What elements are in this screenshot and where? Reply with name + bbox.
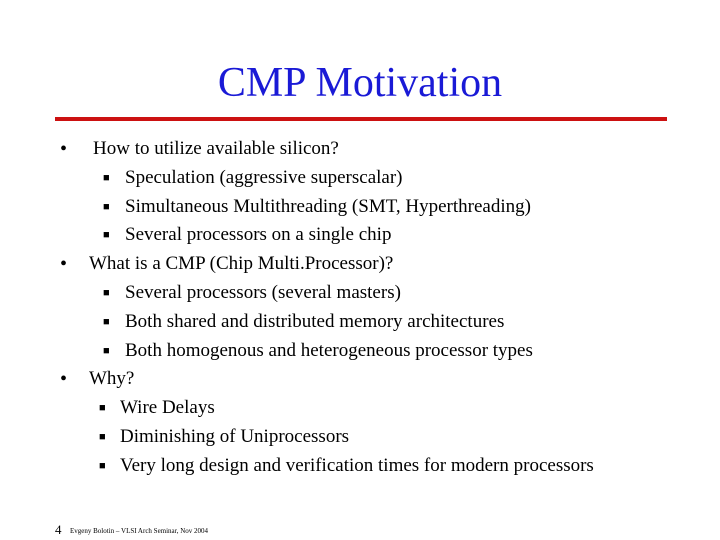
bullet-marker: • xyxy=(60,368,68,390)
sub-bullet-item: Speculation (aggressive superscalar) xyxy=(125,167,403,188)
sub-bullet-marker: ■ xyxy=(103,287,110,299)
sub-bullet-item: Both homogenous and heterogeneous processor types xyxy=(125,340,533,361)
sub-bullet-item: Diminishing of Uniprocessors xyxy=(120,426,350,447)
sub-bullet-item: Wire Delays xyxy=(120,397,215,418)
bullet-item: What is a CMP (Chip Multi.Processor)? xyxy=(89,253,394,274)
sub-bullet-marker: ■ xyxy=(99,460,106,472)
sub-bullet-item: Several processors on a single chip xyxy=(125,224,392,245)
slide-title: CMP Motivation xyxy=(217,60,503,106)
sub-bullet-item: Several processors (several masters) xyxy=(125,282,401,303)
footer-caption: Evgeny Bolotin – VLSI Arch Seminar, Nov 2004 xyxy=(70,527,209,535)
sub-bullet-marker: ■ xyxy=(103,316,110,328)
bullet-marker: • xyxy=(60,138,68,160)
page-number: 4 xyxy=(55,522,62,537)
sub-bullet-marker: ■ xyxy=(103,172,110,184)
sub-bullet-item: Simultaneous Multithreading (SMT, Hyperthreading) xyxy=(125,196,531,217)
sub-bullet-marker: ■ xyxy=(103,201,110,213)
sub-bullet-marker: ■ xyxy=(99,431,106,443)
sub-bullet-marker: ■ xyxy=(99,402,106,414)
bullet-item: How to utilize available silicon? xyxy=(93,138,339,159)
sub-bullet-item: Both shared and distributed memory architectures xyxy=(125,311,505,332)
sub-bullet-marker: ■ xyxy=(103,345,110,357)
sub-bullet-marker: ■ xyxy=(103,229,110,241)
bullet-marker: • xyxy=(60,253,68,275)
bullet-item: Why? xyxy=(89,368,135,389)
sub-bullet-item: Very long design and verification times for modern processors xyxy=(120,455,594,476)
